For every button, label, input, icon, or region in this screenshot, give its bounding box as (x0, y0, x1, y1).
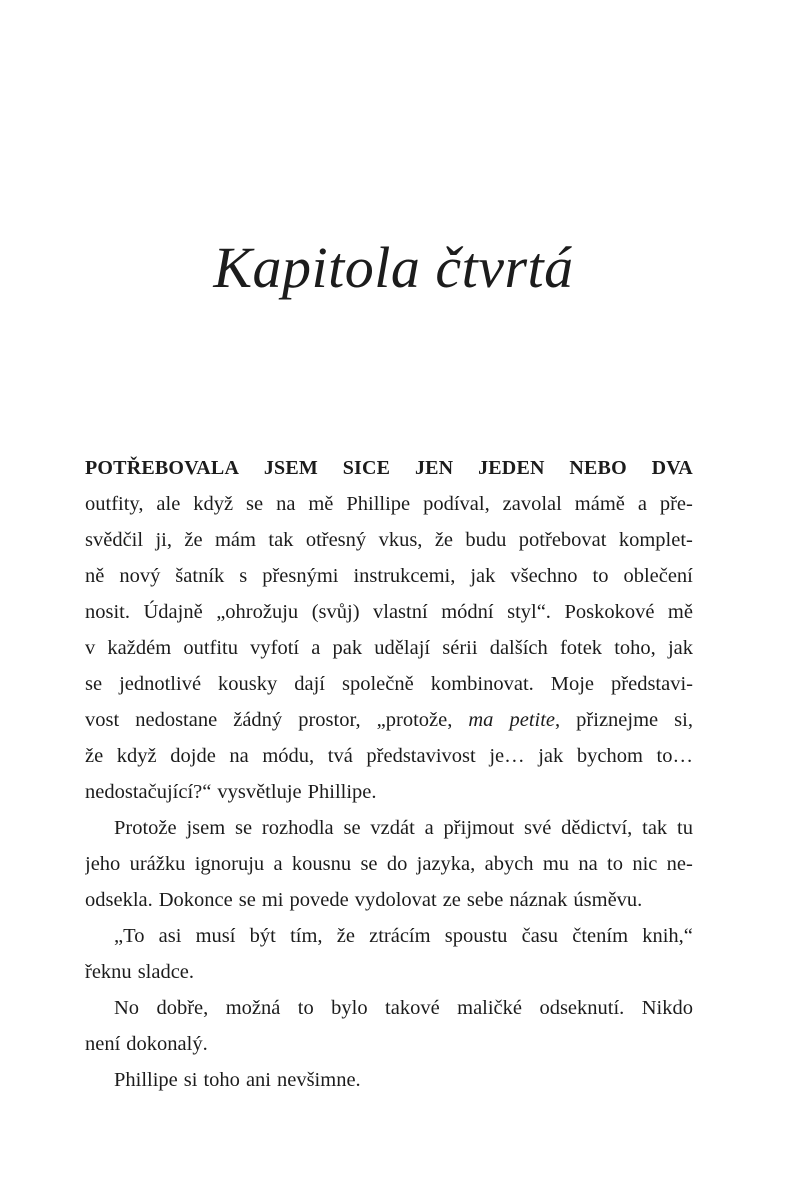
word: udělají (374, 637, 431, 659)
word: JSEM (263, 457, 318, 479)
word: toho, (614, 637, 656, 659)
word: ignoruju (194, 853, 265, 875)
word: je… (489, 745, 525, 767)
word: Phillipe (346, 493, 411, 515)
word: JEDEN (478, 457, 545, 479)
word: a (311, 637, 321, 659)
word: ze (442, 889, 461, 911)
word: vzdát (370, 817, 415, 839)
word: své (523, 817, 552, 839)
word: mám (214, 529, 256, 551)
word: sladce. (137, 961, 195, 983)
word: knih,“ (642, 925, 693, 947)
word: se (238, 889, 256, 911)
word: tak (642, 817, 668, 839)
word: kousnu (291, 853, 352, 875)
word: jsem (186, 817, 226, 839)
word: komplet- (618, 529, 693, 551)
word: ji, (155, 529, 172, 551)
word: Dokonce (158, 889, 233, 911)
word: mě (667, 601, 693, 623)
word: vysvětluje (217, 781, 302, 803)
text-line (85, 918, 693, 954)
text-line (85, 558, 693, 594)
word: na (578, 853, 598, 875)
word: se (246, 493, 264, 515)
word: když (193, 493, 234, 515)
word: abych (484, 853, 534, 875)
text-line (85, 450, 693, 486)
word: vost (85, 709, 120, 731)
text-line (85, 882, 693, 918)
word: (svůj) (311, 601, 360, 623)
word: přesnými (262, 565, 339, 587)
word: se (85, 673, 103, 695)
text-line (85, 630, 693, 666)
word: povede (289, 889, 349, 911)
word: fotek (559, 637, 603, 659)
word: úsměvu. (573, 889, 643, 911)
text-line (85, 954, 693, 990)
word: vlastní (373, 601, 428, 623)
word: vyfotí (250, 637, 300, 659)
text-line (85, 522, 693, 558)
word: bychom (576, 745, 643, 767)
word: toho (203, 1069, 240, 1091)
word: to (297, 997, 314, 1019)
word: nosit. (85, 601, 130, 623)
word: SICE (342, 457, 391, 479)
word: odseknutí. (539, 997, 625, 1019)
text-line (85, 486, 693, 522)
word: času (521, 925, 559, 947)
word: ale (156, 493, 181, 515)
word: outfity, (85, 493, 144, 515)
word: bylo (331, 997, 368, 1019)
word: potřebovat (518, 529, 607, 551)
word: ne- (666, 853, 693, 875)
word: do (386, 853, 408, 875)
word: jazyka, (416, 853, 476, 875)
word: šatník (175, 565, 225, 587)
word: Phillipe. (307, 781, 377, 803)
word: nic (632, 853, 658, 875)
word: a (273, 853, 283, 875)
word: „To (114, 925, 145, 947)
text-line (85, 1062, 693, 1098)
text-line (85, 810, 693, 846)
word: představi- (611, 673, 693, 695)
word: to… (656, 745, 693, 767)
word: otřesný (305, 529, 367, 551)
word: dokonalý. (126, 1033, 208, 1055)
word: že (336, 925, 355, 947)
word: sebe (466, 889, 504, 911)
word: urážku (129, 853, 186, 875)
word: mi (261, 889, 284, 911)
text-line (85, 1026, 693, 1062)
word: čtením (572, 925, 629, 947)
word: módu, (262, 745, 315, 767)
word: Phillipe (114, 1069, 178, 1091)
word: ani (245, 1069, 271, 1091)
word: nový (119, 565, 161, 587)
word: spoustu (444, 925, 508, 947)
word: se (235, 817, 253, 839)
word: si, (674, 709, 693, 731)
word: styl“. (507, 601, 551, 623)
word: kousky (218, 673, 278, 695)
word: že (184, 529, 203, 551)
word: tak (268, 529, 294, 551)
word: to (592, 565, 609, 587)
word: oblečení (623, 565, 693, 587)
word: mu (542, 853, 570, 875)
word: outfitu (183, 637, 238, 659)
word: přiznejme (576, 709, 659, 731)
word: být (249, 925, 276, 947)
text-line (85, 666, 693, 702)
word: se (360, 853, 378, 875)
word: Údajně (143, 601, 203, 623)
word: prostor, (298, 709, 361, 731)
word: ma (468, 709, 494, 731)
word: maličké (457, 997, 523, 1019)
word: „ohrožuju (216, 601, 299, 623)
word: na (276, 493, 296, 515)
word: náznak (509, 889, 568, 911)
word: žádný (233, 709, 283, 731)
word: ně (85, 565, 105, 587)
word: jeho (85, 853, 121, 875)
word: jednotlivé (119, 673, 202, 695)
word: společně (341, 673, 414, 695)
word: módní (441, 601, 494, 623)
text-line (85, 738, 693, 774)
word: jak (470, 565, 496, 587)
word: mě (308, 493, 334, 515)
text-line (85, 594, 693, 630)
word: petite, (509, 709, 561, 731)
word: No (114, 997, 140, 1019)
word: dobře, (156, 997, 209, 1019)
word: přijmout (443, 817, 515, 839)
word: tím, (290, 925, 323, 947)
word: JEN (414, 457, 454, 479)
word: ztrácím (369, 925, 431, 947)
word: Poskokové (564, 601, 655, 623)
word: dědictví, (561, 817, 633, 839)
word: nedostačující?“ (85, 781, 212, 803)
word: rozhodla (261, 817, 334, 839)
word: možná (225, 997, 281, 1019)
word: se (343, 817, 361, 839)
word: Moje (550, 673, 595, 695)
word: POTŘEBOVALA (85, 457, 240, 479)
text-line (85, 702, 693, 738)
word: tvá (327, 745, 353, 767)
word: zavolal (502, 493, 562, 515)
word: není (85, 1033, 121, 1055)
word: odsekla. (85, 889, 153, 911)
word: dalších (489, 637, 548, 659)
word: když (116, 745, 157, 767)
word: pak (332, 637, 363, 659)
word: Protože (114, 817, 177, 839)
word: „protože, (376, 709, 453, 731)
word: jak (538, 745, 564, 767)
word: dají (294, 673, 325, 695)
word: a (637, 493, 647, 515)
word: kombinovat. (430, 673, 534, 695)
word: nedostane (135, 709, 218, 731)
word: v (85, 637, 96, 659)
word: podíval, (423, 493, 490, 515)
text-line (85, 846, 693, 882)
word: to (607, 853, 623, 875)
word: nevšimne. (276, 1069, 361, 1091)
word: takové (385, 997, 440, 1019)
chapter-body (85, 450, 693, 1098)
word: každém (107, 637, 172, 659)
word: si (183, 1069, 198, 1091)
word: na (229, 745, 249, 767)
chapter-title: Kapitola čtvrtá (213, 235, 574, 300)
word: představivost (366, 745, 476, 767)
text-line (85, 774, 693, 810)
word: a (424, 817, 434, 839)
word: musí (195, 925, 236, 947)
word: všechno (510, 565, 578, 587)
word: tu (677, 817, 693, 839)
word: Nikdo (641, 997, 693, 1019)
word: vydolovat (354, 889, 437, 911)
word: dojde (170, 745, 216, 767)
word: NEBO (569, 457, 627, 479)
word: sérii (442, 637, 478, 659)
word: DVA (651, 457, 693, 479)
word: s (239, 565, 248, 587)
word: budu (465, 529, 507, 551)
word: instrukcemi, (353, 565, 456, 587)
word: jak (667, 637, 693, 659)
word: že (85, 745, 104, 767)
word: řeknu (85, 961, 132, 983)
word: pře- (659, 493, 693, 515)
word: svědčil (85, 529, 144, 551)
word: vkus, (378, 529, 423, 551)
word: že (434, 529, 454, 551)
word: asi (158, 925, 182, 947)
text-line (85, 990, 693, 1026)
word: mámě (574, 493, 625, 515)
